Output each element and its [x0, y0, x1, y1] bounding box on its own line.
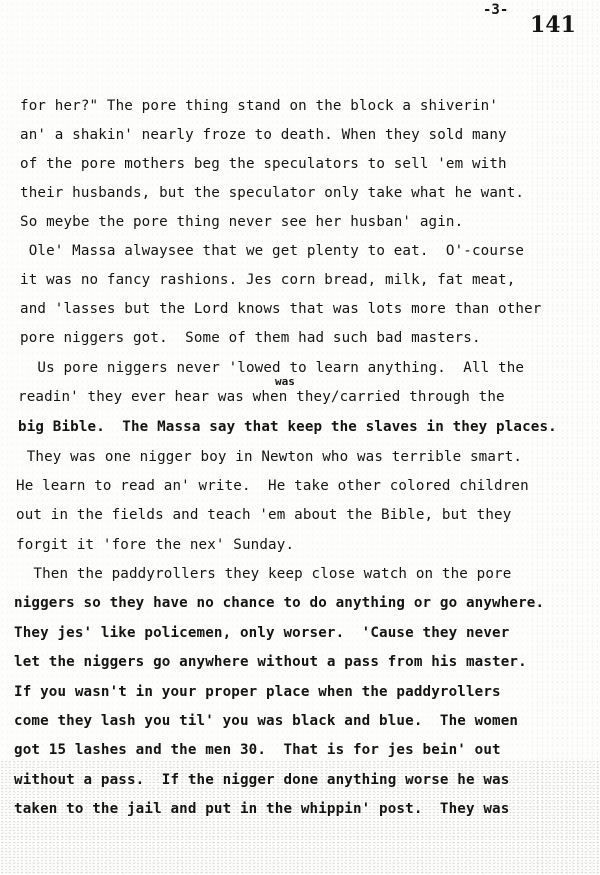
text-line: Us pore niggers never 'lowed to learn anything. All the [20, 360, 525, 376]
text-line: niggers so they have no chance to do anything or go anywhere. [14, 595, 545, 611]
text-line: got 15 lashes and the men 30. That is for jes bein' out [14, 742, 501, 758]
text-line: an' a shakin' nearly froze to death. When they sold many [20, 127, 507, 143]
text-line: out in the fields and teach 'em about the Bible, but they [16, 507, 512, 523]
text-line: forgit it 'fore the nex' Sunday. [16, 537, 295, 553]
text-line: for her?" The pore thing stand on the block a shiverin' [20, 98, 499, 114]
text-line: Ole' Massa alwaysee that we get plenty to eat. O'-course [20, 243, 525, 259]
text-line: their husbands, but the speculator only take what he want. [20, 185, 525, 201]
page-number-stamped: 141 [530, 12, 576, 38]
handwritten-insertion: was [275, 375, 295, 388]
text-line: They jes' like policemen, only worser. 'Cause they never [14, 625, 510, 641]
text-line: without a pass. If the nigger done anything worse he was [14, 772, 510, 788]
text-line: it was no fancy rashions. Jes corn bread, milk, fat meat, [20, 272, 516, 288]
page-number-typed: -3- [483, 2, 509, 18]
text-line: So meybe the pore thing never see her husban' agin. [20, 214, 464, 230]
text-line: taken to the jail and put in the whippin' post. They was [14, 801, 510, 817]
scan-noise [530, 0, 600, 875]
text-line: Then the paddyrollers they keep close watch on the pore [16, 566, 512, 582]
text-line: readin' they ever hear was when they/carried through the [18, 389, 505, 405]
text-line: big Bible. The Massa say that keep the slaves in they places. [18, 419, 557, 435]
text-line: He learn to read an' write. He take other colored children [16, 478, 529, 494]
text-line: and 'lasses but the Lord knows that was lots more than other [20, 301, 542, 317]
text-line: If you wasn't in your proper place when the paddyrollers [14, 684, 501, 700]
text-line: let the niggers go anywhere without a pass from his master. [14, 654, 527, 670]
text-line: come they lash you til' you was black and blue. The women [14, 713, 519, 729]
text-line: They was one nigger boy in Newton who was terrible smart. [18, 449, 523, 465]
text-line: pore niggers got. Some of them had such bad masters. [20, 330, 481, 346]
text-line: of the pore mothers beg the speculators to sell 'em with [20, 156, 507, 172]
